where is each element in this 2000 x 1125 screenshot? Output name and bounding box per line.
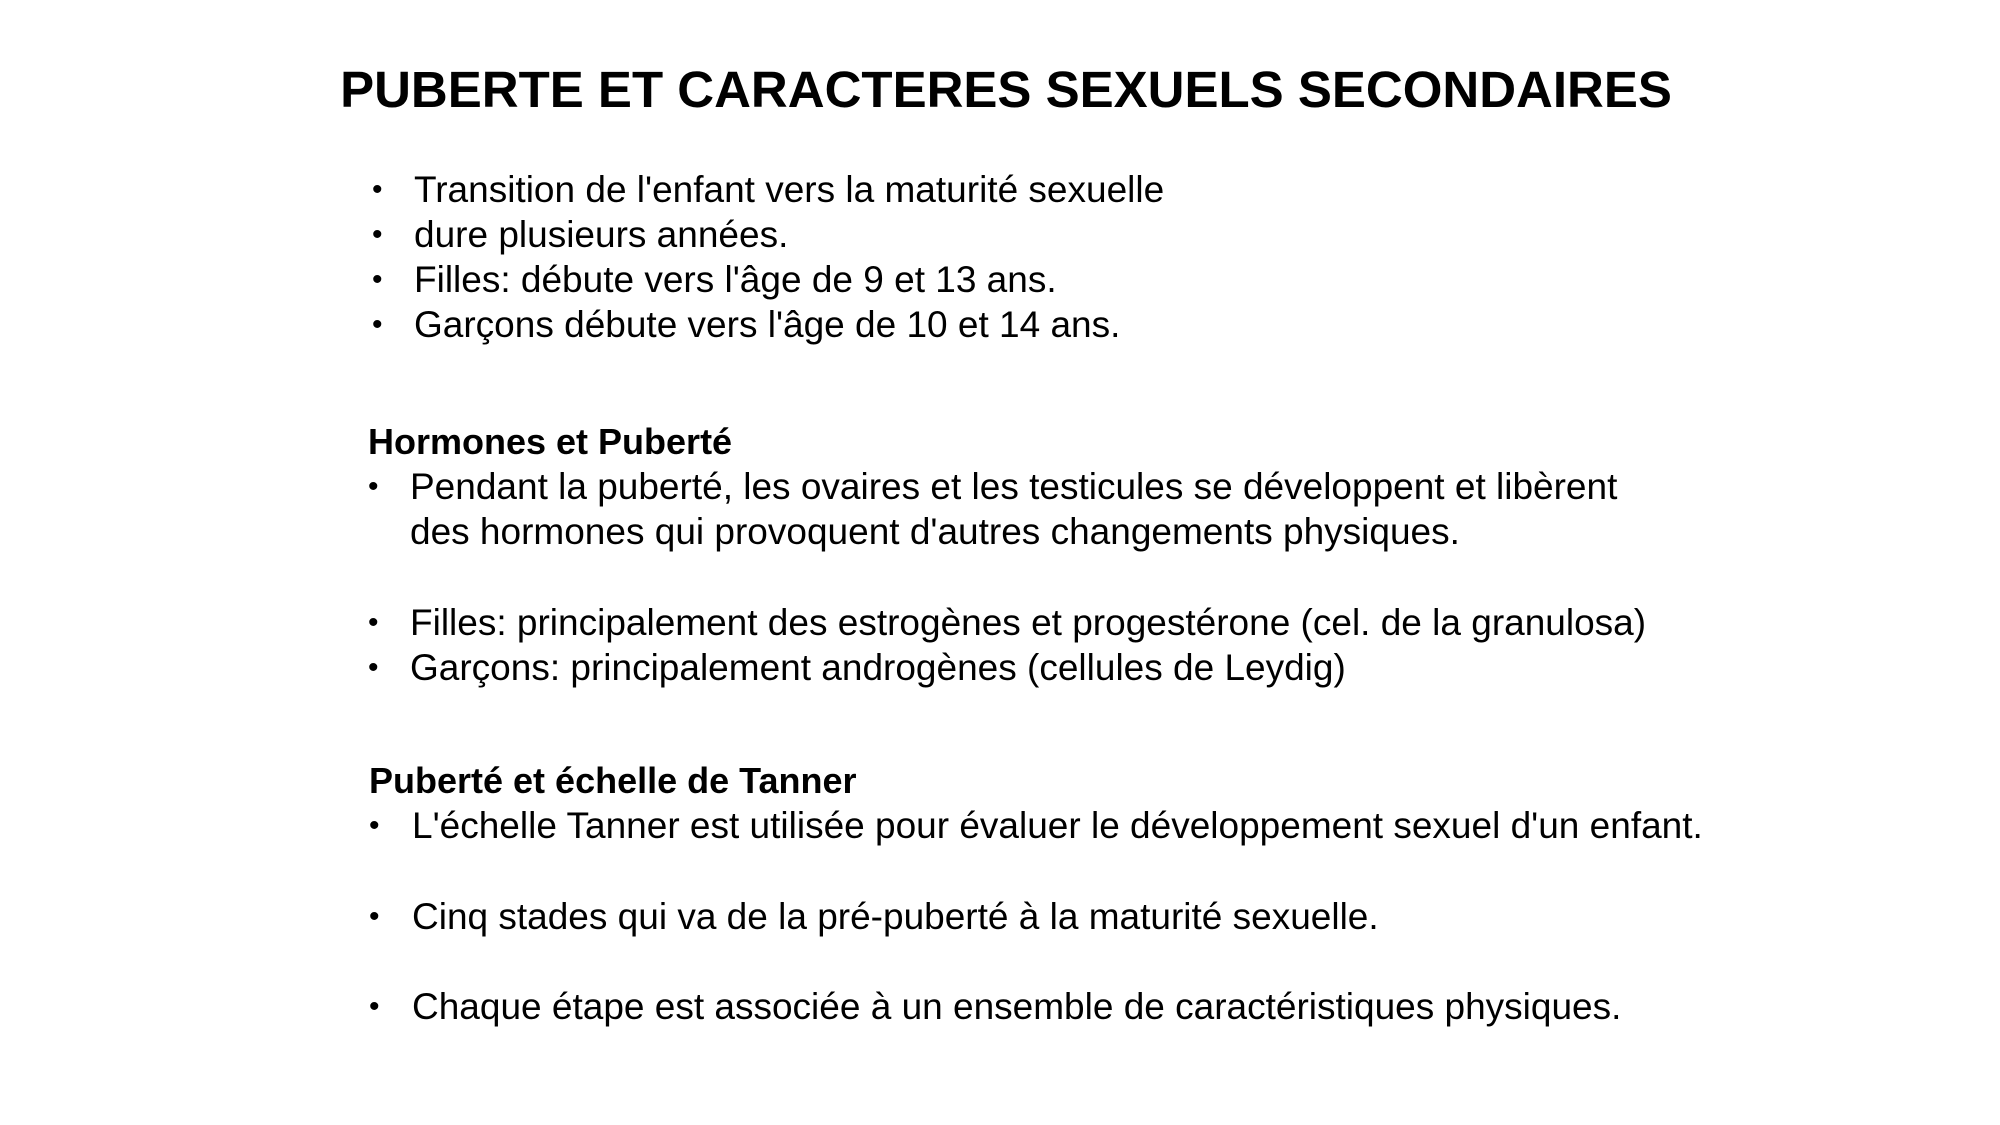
- section-heading-tanner: Puberté et échelle de Tanner: [369, 760, 857, 801]
- tanner-item: Chaque étape est associée à un ensemble de caractéristiques physiques.: [412, 986, 1622, 1027]
- intro-item: Garçons débute vers l'âge de 10 et 14 ans.: [414, 304, 1121, 345]
- hormones-item-line: Pendant la puberté, les ovaires et les testicules se développent et libèrent: [410, 466, 1618, 507]
- intro-item: dure plusieurs années.: [414, 214, 789, 255]
- bullet-icon: •: [368, 606, 379, 639]
- bullet-icon: •: [369, 809, 380, 842]
- bullet-icon: •: [369, 900, 380, 933]
- intro-item: Filles: débute vers l'âge de 9 et 13 ans.: [414, 259, 1057, 300]
- tanner-item: L'échelle Tanner est utilisée pour évaluer le développement sexuel d'un enfant.: [412, 805, 1703, 846]
- tanner-item: Cinq stades qui va de la pré-puberté à la maturité sexuelle.: [412, 896, 1379, 937]
- slide-title: PUBERTE ET CARACTERES SEXUELS SECONDAIRES: [340, 61, 1672, 118]
- bullet-icon: •: [368, 470, 379, 503]
- bullet-icon: •: [372, 263, 383, 296]
- section-heading-hormones: Hormones et Puberté: [368, 421, 733, 462]
- bullet-icon: •: [372, 218, 383, 251]
- intro-item: Transition de l'enfant vers la maturité sexuelle: [414, 169, 1165, 210]
- bullet-icon: •: [369, 990, 380, 1023]
- hormones-item-line: Filles: principalement des estrogènes et progestérone (cel. de la granulosa): [410, 602, 1647, 643]
- bullet-icon: •: [368, 651, 379, 684]
- bullet-icon: •: [372, 308, 383, 341]
- bullet-icon: •: [372, 173, 383, 206]
- hormones-item-line: des hormones qui provoquent d'autres changements physiques.: [410, 511, 1460, 552]
- hormones-item-line: Garçons: principalement androgènes (cellules de Leydig): [410, 647, 1346, 688]
